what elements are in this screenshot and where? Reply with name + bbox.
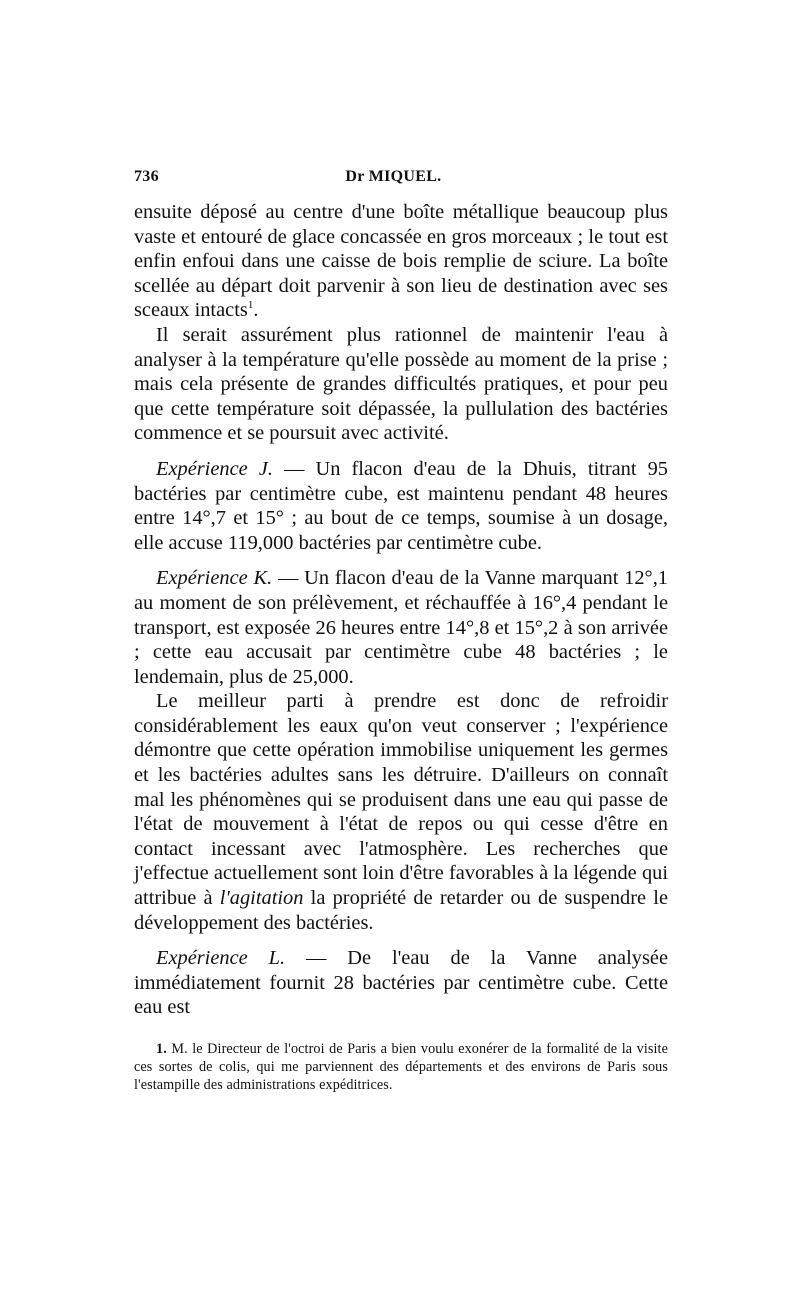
paragraph-text: Il serait assurément plus rationnel de maintenir l'eau à analyser à la température qu'elle possède au moment de la prise ; mais cela présente de grandes difficultés pratiques, et pour peu que cette température soit dépassée, la pullulation des bactéries commence et se poursuit avec activité. <box>134 323 668 445</box>
paragraph-experience-k <box>134 566 668 689</box>
running-head <box>134 168 668 200</box>
footnote <box>134 1040 668 1094</box>
running-title: Dr MIQUEL. <box>345 168 442 185</box>
paragraph-rational <box>134 323 668 446</box>
paragraph-experience-l <box>134 946 668 1020</box>
paragraph-experience-j <box>134 457 668 555</box>
experience-label: Expérience L. <box>156 947 286 970</box>
experience-label: Expérience J. <box>156 457 273 480</box>
footnote-number: 1. <box>156 1041 167 1057</box>
paragraph-text: — Un flacon d'eau de la Dhuis, titrant 95 bactéries par centimètre cube, est maintenu pendant 48 heures entre 14°,7 et 15° ; au bout de ce temps, soumise à un dosage, elle accuse 119,000 bactéries par centimètre cube. <box>134 457 668 554</box>
paragraph-best-course <box>134 689 668 935</box>
body-text <box>134 200 668 1020</box>
experience-label: Expérience K. <box>156 567 273 590</box>
paragraph-end: la propriété de retarder ou de suspendre le développement des bactéries. <box>134 887 668 934</box>
paragraph-text: — Un flacon d'eau de la Vanne marquant 12°,1 au moment de son prélèvement, et réchauffée à 16°,4 pendant le transport, est exposée 26 heures entre 14°,8 et 15°,2 à son arrivée ; cette eau accusait par centimètre cube 48 bactéries ; le lendemain, plus de 25,000. <box>134 567 668 688</box>
footnote-reference: 1 <box>247 299 254 312</box>
footnote-text: M. le Directeur de l'octroi de Paris a bien voulu exonérer de la formalité de la visite ces sortes de colis, qui me parviennent des départements et des environs de Paris sous l'estampille des administrations expéditrices. <box>134 1041 668 1093</box>
paragraph-text: ensuite déposé au centre d'une boîte métallique beaucoup plus vaste et entouré de glace concassée en gros morceaux ; le tout est enfin enfoui dans une caisse de bois remplie de sciure. La boîte scellée au départ doit parvenir à son lieu de destination avec ses sceaux intacts <box>134 201 668 322</box>
book-page <box>134 168 668 1094</box>
paragraph-continuation <box>134 200 668 323</box>
italic-term: l'agitation <box>219 887 304 910</box>
page-number: 736 <box>134 168 159 185</box>
footnotes <box>134 1040 668 1094</box>
paragraph-text: Le meilleur parti à prendre est donc de refroidir considérablement les eaux qu'on veut conserver ; l'expérience démontre que cette opération immobilise uniquement les germes et les bactéries adultes sans les détruire. D'ailleurs on connaît mal les phénomènes qui se produisent dans une eau qui passe de l'état de mouvement à l'état de repos ou qui cesse d'être en contact incessant avec l'atmosphère. Les recherches que j'effectue actuellement sont loin d'être favorables à la légende qui attribue à <box>134 690 668 910</box>
paragraph-text: — De l'eau de la Vanne analysée immédiatement fournit 28 bactéries par centimètre cube. Cette eau est <box>134 947 669 1019</box>
paragraph-end: . <box>253 299 259 322</box>
